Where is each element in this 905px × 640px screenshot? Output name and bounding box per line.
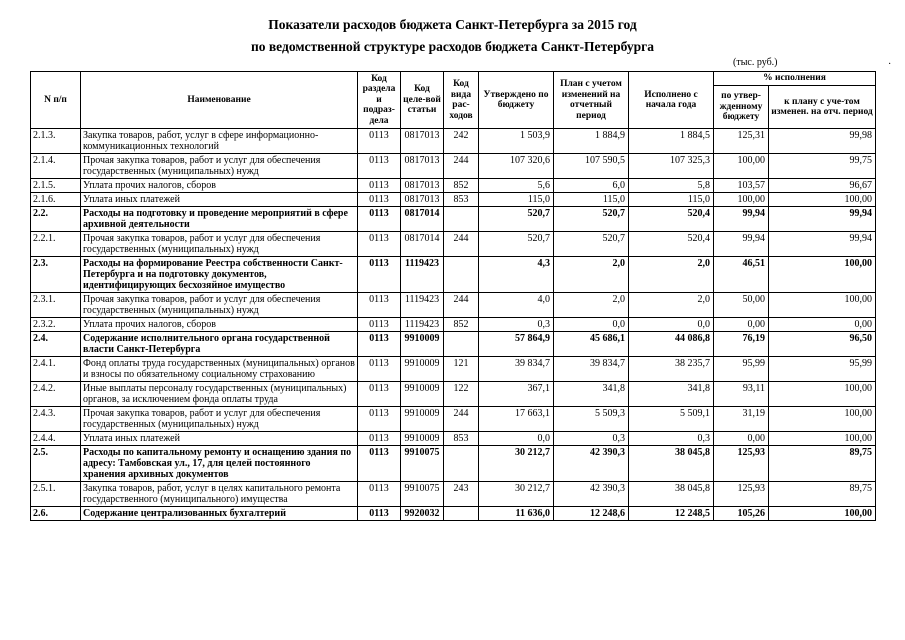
row-number: 2.4.2. [31, 382, 81, 407]
row-approved: 5,6 [479, 179, 554, 193]
row-pct-approved: 99,94 [714, 207, 769, 232]
row-pct-plan: 89,75 [769, 446, 876, 482]
row-name: Иные выплаты персоналу государственных (муниципальных) органов, за исключением фонда оплаты труда [81, 382, 358, 407]
table-row [31, 257, 876, 293]
row-plan: 12 248,6 [554, 507, 629, 521]
row-executed: 520,4 [629, 232, 714, 257]
row-pct-approved: 125,93 [714, 446, 769, 482]
row-pct-approved: 99,94 [714, 232, 769, 257]
row-target-code: 9910009 [401, 332, 444, 357]
row-name: Уплата иных платежей [81, 193, 358, 207]
row-number: 2.1.4. [31, 154, 81, 179]
row-approved: 57 864,9 [479, 332, 554, 357]
row-pct-approved: 100,00 [714, 154, 769, 179]
row-target-code: 9910075 [401, 446, 444, 482]
row-pct-plan: 100,00 [769, 257, 876, 293]
row-executed: 5 509,1 [629, 407, 714, 432]
row-kind-code [444, 507, 479, 521]
row-pct-plan: 0,00 [769, 318, 876, 332]
row-pct-approved: 125,31 [714, 129, 769, 154]
row-number: 2.1.5. [31, 179, 81, 193]
row-section-code: 0113 [358, 193, 401, 207]
row-name: Расходы на формирование Реестра собственности Санкт-Петербурга и на подготовку документов, идентифицирующих бесхозяйное имущество [81, 257, 358, 293]
row-pct-plan: 100,00 [769, 432, 876, 446]
row-number: 2.3.1. [31, 293, 81, 318]
row-number: 2.3.2. [31, 318, 81, 332]
row-pct-plan: 100,00 [769, 193, 876, 207]
row-pct-plan: 96,50 [769, 332, 876, 357]
row-section-code: 0113 [358, 179, 401, 193]
row-kind-code: 121 [444, 357, 479, 382]
page-title: Показатели расходов бюджета Санкт-Петербурга за 2015 год [268, 17, 637, 32]
row-target-code: 9910009 [401, 407, 444, 432]
row-name: Закупка товаров, работ, услуг в сфере информационно-коммуникационных технологий [81, 129, 358, 154]
header-plan: План с учетом изменений на отчетный период [554, 72, 629, 129]
header-num: N п/п [31, 72, 81, 129]
row-section-code: 0113 [358, 357, 401, 382]
row-target-code: 1119423 [401, 257, 444, 293]
row-kind-code: 853 [444, 432, 479, 446]
row-pct-approved: 0,00 [714, 432, 769, 446]
header-percent: % исполнения [714, 72, 876, 86]
row-section-code: 0113 [358, 293, 401, 318]
table-row [31, 207, 876, 232]
row-kind-code: 244 [444, 293, 479, 318]
row-name: Прочая закупка товаров, работ и услуг для обеспечения государственных (муниципальных) нужд [81, 154, 358, 179]
row-executed: 2,0 [629, 293, 714, 318]
table-row [31, 318, 876, 332]
row-pct-approved: 125,93 [714, 482, 769, 507]
row-pct-approved: 0,00 [714, 318, 769, 332]
table-row [31, 446, 876, 482]
row-section-code: 0113 [358, 446, 401, 482]
row-section-code: 0113 [358, 257, 401, 293]
row-kind-code: 852 [444, 318, 479, 332]
row-approved: 30 212,7 [479, 482, 554, 507]
row-pct-plan: 100,00 [769, 407, 876, 432]
row-approved: 30 212,7 [479, 446, 554, 482]
row-pct-approved: 103,57 [714, 179, 769, 193]
row-executed: 5,8 [629, 179, 714, 193]
units-label: (тыс. руб.) [733, 57, 778, 68]
row-pct-plan: 96,67 [769, 179, 876, 193]
row-section-code: 0113 [358, 432, 401, 446]
table-row [31, 193, 876, 207]
header-kind-code: Код вида рас-ходов [444, 72, 479, 129]
row-executed: 38 045,8 [629, 482, 714, 507]
row-executed: 341,8 [629, 382, 714, 407]
row-executed: 520,4 [629, 207, 714, 232]
row-name: Закупка товаров, работ, услуг в целях капитального ремонта государственного (муниципального) имущества [81, 482, 358, 507]
table-row [31, 432, 876, 446]
row-plan: 45 686,1 [554, 332, 629, 357]
row-name: Уплата иных платежей [81, 432, 358, 446]
row-number: 2.3. [31, 257, 81, 293]
row-section-code: 0113 [358, 129, 401, 154]
table-row [31, 129, 876, 154]
row-pct-approved: 93,11 [714, 382, 769, 407]
row-plan: 5 509,3 [554, 407, 629, 432]
row-pct-plan: 99,98 [769, 129, 876, 154]
row-pct-approved: 105,26 [714, 507, 769, 521]
table-row [31, 293, 876, 318]
row-section-code: 0113 [358, 407, 401, 432]
row-name: Содержание централизованных бухгалтерий [81, 507, 358, 521]
row-target-code: 9910009 [401, 382, 444, 407]
row-executed: 44 086,8 [629, 332, 714, 357]
row-name: Прочая закупка товаров, работ и услуг для обеспечения государственных (муниципальных) нужд [81, 293, 358, 318]
header-approved: Утверждено по бюджету [479, 72, 554, 129]
table-row [31, 482, 876, 507]
header-pct-approved: по утвер-жденному бюджету [714, 86, 769, 129]
row-plan: 341,8 [554, 382, 629, 407]
row-plan: 2,0 [554, 293, 629, 318]
row-number: 2.5.1. [31, 482, 81, 507]
row-number: 2.5. [31, 446, 81, 482]
row-plan: 1 884,9 [554, 129, 629, 154]
row-section-code: 0113 [358, 332, 401, 357]
table-row [31, 154, 876, 179]
row-name: Прочая закупка товаров, работ и услуг для обеспечения государственных (муниципальных) нужд [81, 407, 358, 432]
row-name: Прочая закупка товаров, работ и услуг для обеспечения государственных (муниципальных) нужд [81, 232, 358, 257]
row-kind-code [444, 332, 479, 357]
row-number: 2.1.6. [31, 193, 81, 207]
row-pct-plan: 100,00 [769, 293, 876, 318]
row-plan: 115,0 [554, 193, 629, 207]
row-approved: 115,0 [479, 193, 554, 207]
row-target-code: 9910075 [401, 482, 444, 507]
row-target-code: 0817013 [401, 129, 444, 154]
row-target-code: 9910009 [401, 432, 444, 446]
row-approved: 4,0 [479, 293, 554, 318]
header-pct-plan: к плану с уче-том изменен. на отч. период [769, 86, 876, 129]
row-kind-code: 853 [444, 193, 479, 207]
table-row [31, 382, 876, 407]
row-kind-code: 244 [444, 154, 479, 179]
row-kind-code [444, 257, 479, 293]
row-name: Уплата прочих налогов, сборов [81, 318, 358, 332]
row-target-code: 0817013 [401, 193, 444, 207]
row-pct-plan: 99,94 [769, 232, 876, 257]
row-plan: 42 390,3 [554, 446, 629, 482]
table-row [31, 332, 876, 357]
row-target-code: 9910009 [401, 357, 444, 382]
row-approved: 1 503,9 [479, 129, 554, 154]
row-kind-code [444, 207, 479, 232]
row-pct-plan: 99,75 [769, 154, 876, 179]
row-executed: 2,0 [629, 257, 714, 293]
row-executed: 0,0 [629, 318, 714, 332]
row-kind-code: 242 [444, 129, 479, 154]
row-name: Фонд оплаты труда государственных (муниципальных) органов и взносы по обязательному социальному страхованию [81, 357, 358, 382]
table-row [31, 357, 876, 382]
row-executed: 38 235,7 [629, 357, 714, 382]
row-approved: 520,7 [479, 207, 554, 232]
row-pct-plan: 100,00 [769, 382, 876, 407]
row-plan: 107 590,5 [554, 154, 629, 179]
row-approved: 520,7 [479, 232, 554, 257]
row-section-code: 0113 [358, 154, 401, 179]
row-kind-code [444, 446, 479, 482]
row-pct-approved: 76,19 [714, 332, 769, 357]
header-name: Наименование [81, 72, 358, 129]
header-section-code: Код раздела и подраз-дела [358, 72, 401, 129]
row-number: 2.4.3. [31, 407, 81, 432]
row-kind-code: 244 [444, 232, 479, 257]
row-number: 2.4. [31, 332, 81, 357]
row-section-code: 0113 [358, 232, 401, 257]
row-plan: 0,3 [554, 432, 629, 446]
table-row [31, 507, 876, 521]
row-number: 2.4.1. [31, 357, 81, 382]
row-name: Содержание исполнительного органа государственной власти Санкт-Петербурга [81, 332, 358, 357]
row-approved: 17 663,1 [479, 407, 554, 432]
table-row [31, 179, 876, 193]
header-executed: Исполнено с начала года [629, 72, 714, 129]
row-pct-plan: 95,99 [769, 357, 876, 382]
row-approved: 11 636,0 [479, 507, 554, 521]
row-plan: 42 390,3 [554, 482, 629, 507]
row-approved: 39 834,7 [479, 357, 554, 382]
row-approved: 367,1 [479, 382, 554, 407]
row-kind-code: 852 [444, 179, 479, 193]
table-row [31, 407, 876, 432]
row-name: Расходы на подготовку и проведение мероприятий в сфере архивной деятельности [81, 207, 358, 232]
row-executed: 12 248,5 [629, 507, 714, 521]
row-executed: 38 045,8 [629, 446, 714, 482]
row-kind-code: 122 [444, 382, 479, 407]
row-target-code: 1119423 [401, 318, 444, 332]
row-section-code: 0113 [358, 482, 401, 507]
row-target-code: 9920032 [401, 507, 444, 521]
row-section-code: 0113 [358, 382, 401, 407]
row-executed: 115,0 [629, 193, 714, 207]
row-target-code: 0817013 [401, 154, 444, 179]
row-executed: 1 884,5 [629, 129, 714, 154]
table-row [31, 232, 876, 257]
row-approved: 0,3 [479, 318, 554, 332]
corner-mark: · [888, 59, 892, 70]
row-target-code: 0817014 [401, 207, 444, 232]
row-executed: 0,3 [629, 432, 714, 446]
row-kind-code: 243 [444, 482, 479, 507]
row-plan: 2,0 [554, 257, 629, 293]
row-plan: 520,7 [554, 207, 629, 232]
row-pct-approved: 50,00 [714, 293, 769, 318]
row-pct-approved: 100,00 [714, 193, 769, 207]
row-kind-code: 244 [444, 407, 479, 432]
row-number: 2.1.3. [31, 129, 81, 154]
row-pct-plan: 100,00 [769, 507, 876, 521]
row-target-code: 0817014 [401, 232, 444, 257]
row-number: 2.4.4. [31, 432, 81, 446]
budget-table [30, 71, 876, 521]
row-section-code: 0113 [358, 207, 401, 232]
row-pct-approved: 95,99 [714, 357, 769, 382]
row-target-code: 1119423 [401, 293, 444, 318]
row-plan: 6,0 [554, 179, 629, 193]
row-pct-plan: 99,94 [769, 207, 876, 232]
row-approved: 107 320,6 [479, 154, 554, 179]
row-pct-plan: 89,75 [769, 482, 876, 507]
row-section-code: 0113 [358, 318, 401, 332]
row-number: 2.2. [31, 207, 81, 232]
row-target-code: 0817013 [401, 179, 444, 193]
row-executed: 107 325,3 [629, 154, 714, 179]
row-approved: 4,3 [479, 257, 554, 293]
row-pct-approved: 46,51 [714, 257, 769, 293]
row-plan: 39 834,7 [554, 357, 629, 382]
row-pct-approved: 31,19 [714, 407, 769, 432]
row-plan: 0,0 [554, 318, 629, 332]
row-section-code: 0113 [358, 507, 401, 521]
header-target-code: Код целе-вой статьи [401, 72, 444, 129]
page-subtitle: по ведомственной структуре расходов бюджета Санкт-Петербурга [250, 39, 655, 54]
row-number: 2.2.1. [31, 232, 81, 257]
row-name: Уплата прочих налогов, сборов [81, 179, 358, 193]
row-number: 2.6. [31, 507, 81, 521]
row-approved: 0,0 [479, 432, 554, 446]
row-plan: 520,7 [554, 232, 629, 257]
row-name: Расходы по капитальному ремонту и оснащению здания по адресу: Тамбовская ул., 17, для целей постоянного хранения архивных документов [81, 446, 358, 482]
